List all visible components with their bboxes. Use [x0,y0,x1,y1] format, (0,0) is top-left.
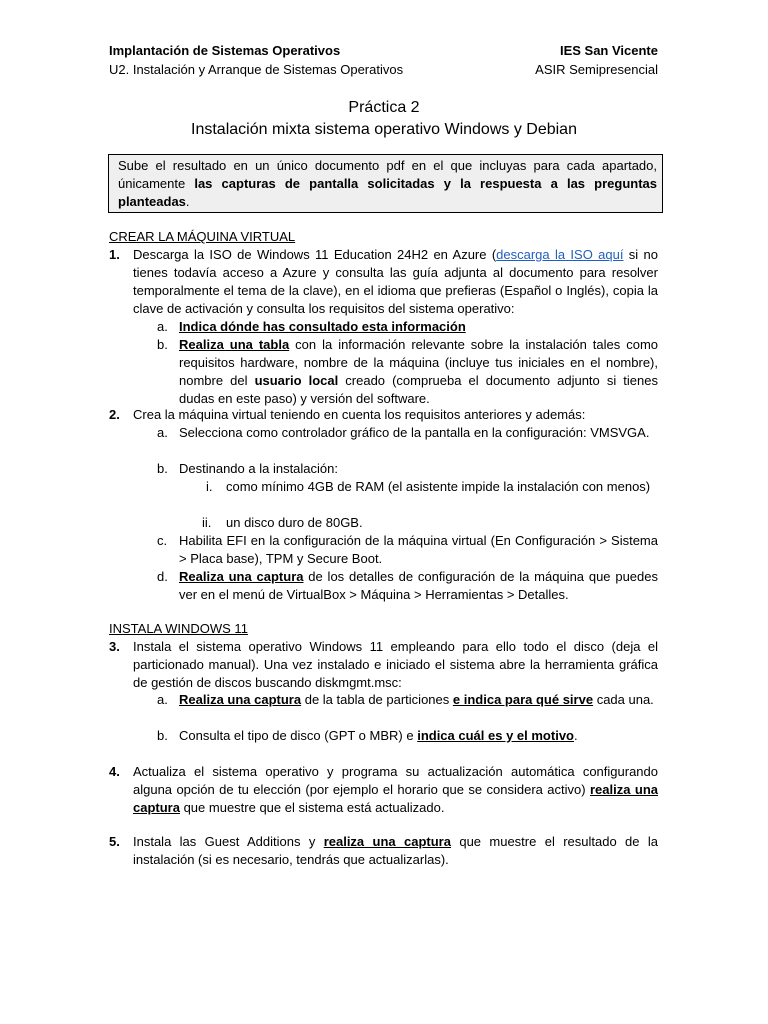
item-1b-text [179,336,658,408]
item-1-text-part-2: si no tienes todavía acceso a Azure y consulta las guía adjunta al documento para resolver temporalmente el tema de la clave), en el idioma que prefieras (Español o Inglés), copia la clave de activación y consulta los requisitos del sistema operativo: [133,247,658,316]
item-3-text: Instala el sistema operativo Windows 11 empleando para ello todo el disco (deja el particionado manual). Una vez instalado e iniciado el sistema abre la herramienta gráfica de gestión de discos buscando diskmgmt.msc: [133,639,658,690]
item-4-text [133,763,658,817]
practice-subtitle: Instalación mixta sistema operativo Windows y Debian [191,121,577,138]
iso-download-link[interactable]: descarga la ISO aquí [496,247,624,262]
practice-title: Práctica 2 [348,99,420,116]
item-2b-ii-marker: ii. [202,515,212,530]
item-1a-bold: Indica dónde has consultado esta información [179,319,466,334]
submission-notice-box [108,154,663,213]
item-4-bold: realiza una captura [133,782,658,815]
item-1-text-part-1: Descarga la ISO de Windows 11 Education 24H2 en Azure ( [133,247,497,262]
item-1-text [133,246,658,318]
item-2b-i-text: como mínimo 4GB de RAM (el asistente impide la instalación con menos) [226,479,651,494]
item-2b-marker: b. [157,461,168,476]
item-4-text-1: Actualiza el sistema operativo y programa su actualización automática configurando alguna opción de tu elección (por ejemplo el horario que se considera activo) [133,764,658,797]
item-2b-text: Destinando a la instalación: [179,461,338,476]
course-title: Implantación de Sistemas Operativos [109,43,341,58]
item-2-text: Crea la máquina virtual teniendo en cuenta los requisitos anteriores y además: [133,407,586,422]
item-1-number: 1. [109,247,120,262]
item-4-number: 4. [109,764,120,779]
section-heading-create-vm: CREAR LA MÁQUINA VIRTUAL [109,229,296,244]
item-3a-text [179,691,658,709]
item-3a-marker: a. [157,692,168,707]
item-2d-text [179,568,658,604]
item-2d-marker: d. [157,569,168,584]
item-3b-text-1: Consulta el tipo de disco (GPT o MBR) e [179,728,418,743]
item-3b-text [179,727,658,745]
item-1b-bold-2: usuario local [254,373,339,388]
item-5-number: 5. [109,834,120,849]
item-3-number: 3. [109,639,120,654]
program-name: ASIR Semipresencial [535,62,658,77]
item-3b-marker: b. [157,728,168,743]
section-heading-install-windows: INSTALA WINDOWS 11 [109,621,248,636]
item-2a-text: Selecciona como controlador gráfico de la pantalla en la configuración: VMSVGA. [179,425,650,440]
item-5-text-1: Instala las Guest Additions y [133,834,324,849]
item-1b-bold-1: Realiza una tabla [179,337,290,352]
item-2-number: 2. [109,407,120,422]
item-5-bold: realiza una captura [323,834,451,849]
notice-text-end: . [185,194,190,209]
notice-text-1: Sube el resultado en un único documento pdf en el que incluyas para cada apartado, únicamente [118,158,657,191]
item-3b-bold: indica cuál es y el motivo [417,728,574,743]
item-3a-text-4: cada una. [593,692,654,707]
item-3a-bold-1: Realiza una captura [179,692,302,707]
notice-text-bold: las capturas de pantalla solicitadas y la respuesta a las preguntas planteadas [118,176,657,209]
item-5-text-3: que muestre el resultado de la instalación (si es necesario, tendrás que actualizarlas). [133,834,658,867]
item-2d-bold: Realiza una captura [179,569,304,584]
item-2d-text-2: de los detalles de configuración de la máquina que puedes ver en el menú de VirtualBox > Máquina > Herramientas > Detalles. [179,569,658,602]
item-3b-text-3: . [573,728,578,743]
item-1b-text-2: con la información relevante sobre la instalación tales como requisitos hardware, nombre de la máquina (incluye tus iniciales en el nombre), nombre del [179,337,658,388]
item-1b-text-4: creado (comprueba el documento adjunto si tienes dudas en este paso) y versión del software. [179,373,658,406]
item-4-text-3: que muestre que el sistema está actualizado. [179,800,445,815]
item-1a-marker: a. [157,319,168,334]
item-2b-i-marker: i. [206,479,213,494]
unit-title: U2. Instalación y Arranque de Sistemas Operativos [109,62,404,77]
item-5-text [133,833,658,869]
item-2c-marker: c. [157,533,168,548]
item-2a-marker: a. [157,425,168,440]
school-name: IES San Vicente [559,43,658,58]
item-3a-bold-2: e indica para qué sirve [452,692,594,707]
item-2c-text: Habilita EFI en la configuración de la máquina virtual (En Configuración > Sistema > Placa base), TPM y Secure Boot. [179,533,658,566]
item-1b-marker: b. [157,337,168,352]
item-1a-text [179,318,658,336]
item-3a-text-2: de la tabla de particiones [301,692,453,707]
item-2b-ii-text: un disco duro de 80GB. [226,515,363,530]
